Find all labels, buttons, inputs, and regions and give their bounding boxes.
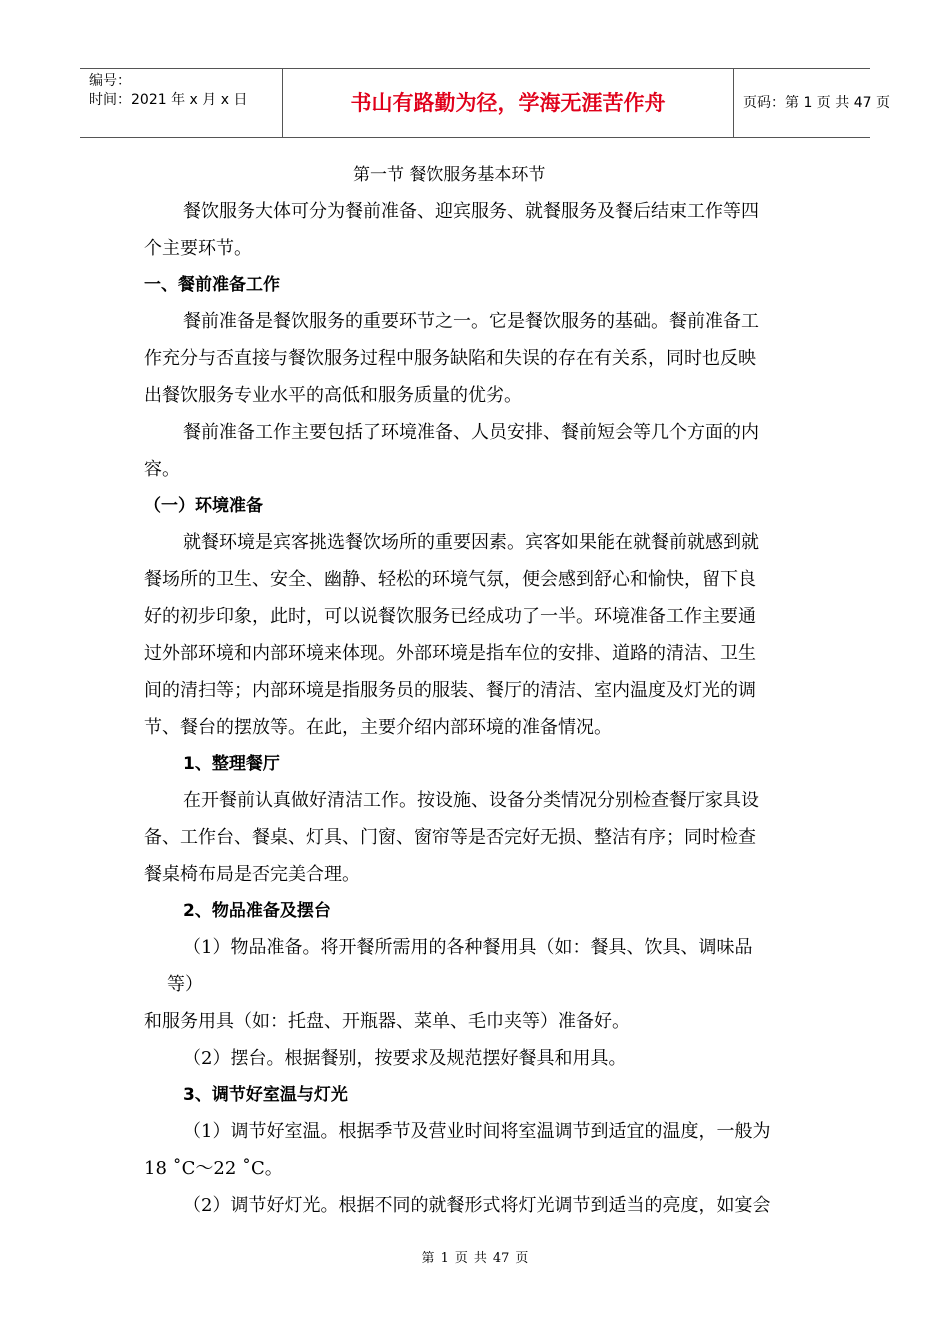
paragraph-line: 间的清扫等；内部环境是指服务员的服装、餐厅的清洁、室内温度及灯光的调	[144, 680, 756, 701]
footer-ye2: 页	[515, 1251, 529, 1266]
paragraph-line: （1）物品准备。将开餐所需用的各种餐用具（如：餐具、饮具、调味品	[183, 937, 753, 958]
page-header	[80, 68, 890, 138]
paragraph-line: 备、工作台、餐桌、灯具、门窗、窗帘等是否完好无损、整洁有序；同时检查	[144, 827, 756, 848]
paragraph-line: 就餐环境是宾客挑选餐饮场所的重要因素。宾客如果能在就餐前就感到就	[183, 532, 759, 553]
footer-total-pages: 47	[492, 1251, 510, 1266]
paragraph-line: 餐前准备工作主要包括了环境准备、人员安排、餐前短会等几个方面的内	[183, 422, 759, 443]
paragraph-line: （2）调节好灯光。根据不同的就餐形式将灯光调节到适当的亮度，如宴会	[183, 1195, 771, 1216]
paragraph-line: （1）调节好室温。根据季节及营业时间将室温调节到适宜的温度，一般为	[183, 1121, 771, 1142]
footer-page-number: 1	[440, 1251, 449, 1266]
heading-tidy-restaurant: 1、整理餐厅	[183, 754, 280, 774]
header-page-info: 页码：第 1 页 共 47 页	[743, 95, 890, 111]
paragraph-line: 18 ˚C～22 ˚C。	[144, 1158, 283, 1179]
paragraph-line: 好的初步印象，此时，可以说餐饮服务已经成功了一半。环境准备工作主要通	[144, 606, 756, 627]
paragraph-line: 出餐饮服务专业水平的高低和服务质量的优劣。	[144, 385, 522, 406]
footer-di: 第	[421, 1251, 435, 1266]
heading-items-and-table-setting: 2、物品准备及摆台	[183, 901, 331, 921]
intro-line-2: 个主要环节。	[144, 238, 252, 259]
document-date: 时间：2021 年 x 月 x 日	[89, 92, 248, 108]
paragraph-line: 在开餐前认真做好清洁工作。按设施、设备分类情况分别检查餐厅家具设	[183, 790, 759, 811]
footer-gong: 共	[473, 1251, 487, 1266]
paragraph-line: （2）摆台。根据餐别，按要求及规范摆好餐具和用具。	[183, 1048, 627, 1069]
paragraph-line: 容。	[144, 459, 180, 480]
heading-temperature-and-lighting: 3、调节好室温与灯光	[183, 1085, 348, 1105]
heading-environment-preparation: （一）环境准备	[144, 496, 263, 516]
document-number-label: 编号：	[89, 73, 131, 89]
paragraph-line: 餐场所的卫生、安全、幽静、轻松的环境气氛，便会感到舒心和愉快，留下良	[144, 569, 756, 590]
header-meta	[80, 69, 282, 137]
paragraph-line: 餐前准备是餐饮服务的重要环节之一。它是餐饮服务的基础。餐前准备工	[183, 311, 759, 332]
paragraph-line: 和服务用具（如：托盘、开瓶器、菜单、毛巾夹等）准备好。	[144, 1011, 630, 1032]
intro-line-1: 餐饮服务大体可分为餐前准备、迎宾服务、就餐服务及餐后结束工作等四	[183, 201, 759, 222]
paragraph-line: 节、餐台的摆放等。在此，主要介绍内部环境的准备情况。	[144, 717, 612, 738]
heading-pre-meal-preparation: 一、餐前准备工作	[144, 275, 280, 295]
paragraph-line: 等）	[167, 974, 203, 995]
page-footer	[0, 1247, 950, 1266]
paragraph-line: 过外部环境和内部环境来体现。外部环境是指车位的安排、道路的清洁、卫生	[144, 643, 756, 664]
section-title: 第一节 餐饮服务基本环节	[353, 165, 546, 185]
footer-ye: 页	[454, 1251, 468, 1266]
paragraph-line: 餐桌椅布局是否完美合理。	[144, 864, 360, 885]
header-motto: 书山有路勤为径，学海无涯苦作舟	[282, 69, 734, 137]
paragraph-line: 作充分与否直接与餐饮服务过程中服务缺陷和失误的存在有关系，同时也反映	[144, 348, 756, 369]
